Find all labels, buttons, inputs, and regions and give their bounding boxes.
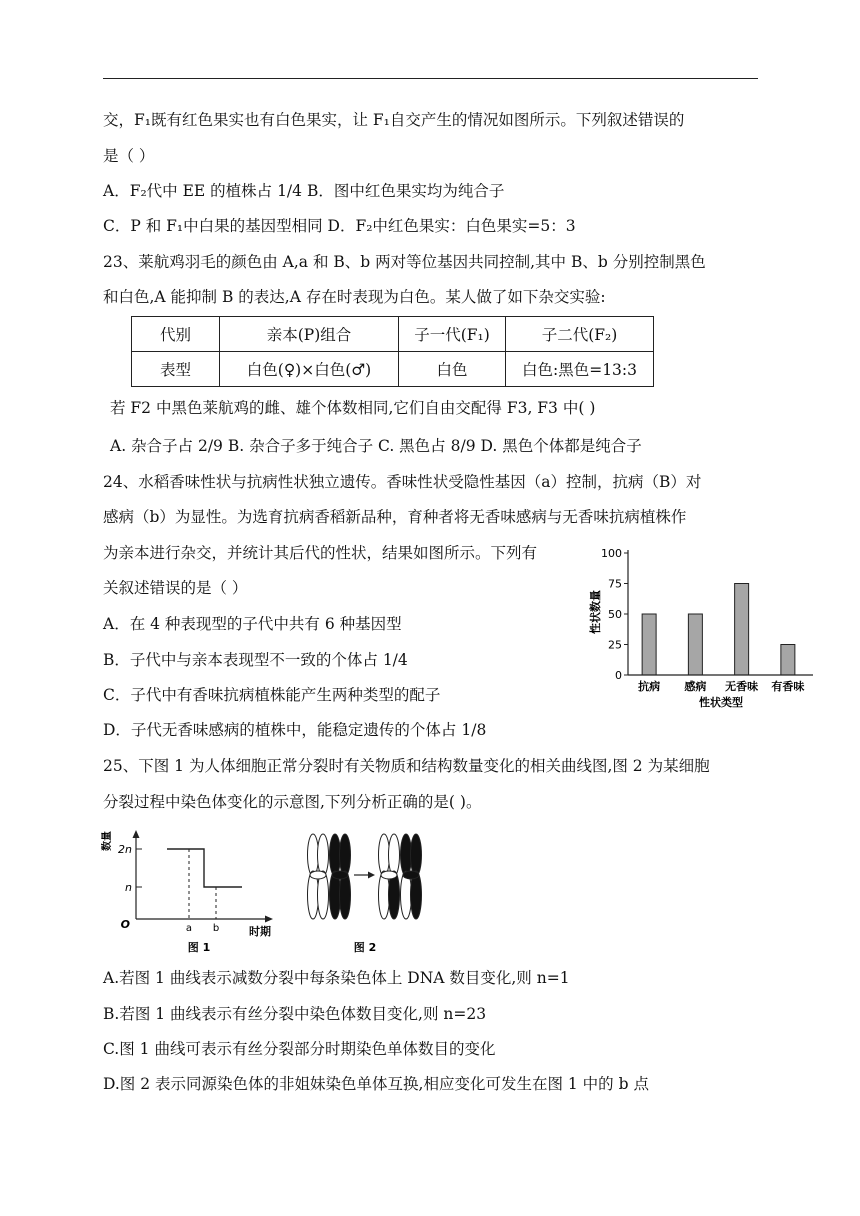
bar [688,614,702,675]
q22-options-ab: A．F₂代中 EE 的植株占 1/4 B．图中红色果实均为纯合子 [103,182,505,200]
q24-option-a: A．在 4 种表现型的子代中共有 6 种基因型 [103,615,402,633]
x-category-label: 抗病 [638,680,661,693]
q24-stem-line4: 关叙述错误的是（ ） [103,579,248,597]
table-row [132,352,654,387]
table-cell: 表型 [132,352,220,387]
y-tick-label: 25 [608,638,622,652]
q23-question: 若 F2 中黑色莱航鸡的雌、雄个体数相同,它们自由交配得 F3, F3 中( ) [110,399,596,417]
table-cell: 白色(♀)×白色(♂) [220,352,399,387]
fig2-caption: 图 2 [353,941,377,954]
fig1-ylabel: 数量 [102,831,113,851]
table-cell: 代别 [132,317,220,352]
q24-stem-line1: 24、水稻香味性状与抗病性状独立遗传。香味性状受隐性基因（a）控制，抗病（B）对 [103,473,702,491]
x-category-label: 感病 [684,680,707,693]
bar [781,645,795,676]
chart-xlabel: 性状类型 [699,696,743,709]
fig1-y2n: 2n [118,843,132,856]
fig1-origin: O [120,918,130,931]
bar [642,614,656,675]
q23-stem-line1: 23、莱航鸡羽毛的颜色由 A,a 和 B、b 两对等位基因共同控制,其中 B、b 分别控制黑色 [103,253,706,271]
y-tick-label: 0 [615,669,622,682]
table-cell: 子二代(F₂) [506,317,654,352]
chart-ylabel: 性状数量 [589,590,602,634]
q25-stem-line2: 分裂过程中染色体变化的示意图,下列分析正确的是( )。 [103,793,482,811]
y-tick-label: 75 [608,577,622,591]
q25-option-d: D.图 2 表示同源染色体的非姐妹染色单体互换,相应变化可发生在图 1 中的 b 点 [103,1075,649,1093]
bar [735,584,749,676]
q24-bar-chart [585,540,815,715]
q24-option-c: C．子代中有香味抗病植株能产生两种类型的配子 [103,686,441,704]
table-cell: 白色 [399,352,506,387]
q25-figure2 [300,828,435,960]
y-tick-label: 100 [601,547,622,560]
table-row [132,317,654,352]
q24-option-b: B．子代中与亲本表现型不一致的个体占 1/4 [103,651,408,669]
fig1-b: b [212,923,220,934]
fig1-a: a [185,923,193,934]
q22-text-line1: 交，F₁既有红色果实也有白色果实，让 F₁自交产生的情况如图所示。下列叙述错误的 [103,111,685,129]
q25-option-a: A.若图 1 曲线表示减数分裂中每条染色体上 DNA 数目变化,则 n=1 [103,969,570,987]
q22-options-cd: C．P 和 F₁中白果的基因型相同 D．F₂中红色果实：白色果实=5：3 [103,217,576,235]
q25-option-b: B.若图 1 曲线表示有丝分裂中染色体数目变化,则 n=23 [103,1005,487,1023]
q25-option-c: C.图 1 曲线可表示有丝分裂部分时期染色单体数目的变化 [103,1040,496,1058]
q24-option-d: D．子代无香味感病的植株中，能稳定遗传的个体占 1/8 [103,721,487,739]
table-cell: 子一代(F₁) [399,317,506,352]
header-rule [103,78,758,79]
y-tick-label: 50 [608,608,622,621]
table-cell: 白色:黑色=13:3 [506,352,654,387]
table-cell: 亲本(P)组合 [220,317,399,352]
q23-cross-table [131,316,654,387]
q25-figure1 [100,825,285,960]
x-category-label: 有香味 [771,680,805,693]
fig1-xlabel: 时期 [249,925,271,938]
q23-options: A. 杂合子占 2/9 B. 杂合子多于纯合子 C. 黑色占 8/9 D. 黑色个体都是纯合子 [110,437,642,455]
fig1-yn: n [125,881,132,894]
q23-stem-line2: 和白色,A 能抑制 B 的表达,A 存在时表现为白色。某人做了如下杂交实验: [103,288,606,306]
q24-stem-line3: 为亲本进行杂交，并统计其后代的性状，结果如图所示。下列有 [103,544,538,562]
q25-stem-line1: 25、下图 1 为人体细胞正常分裂时有关物质和结构数量变化的相关曲线图,图 2 为某细胞 [103,757,710,775]
q22-text-line2: 是（ ） [103,147,155,165]
fig1-caption: 图 1 [187,941,211,954]
q24-stem-line2: 感病（b）为显性。为选育抗病香稻新品种，育种者将无香味感病与无香味抗病植株作 [103,508,687,526]
x-category-label: 无香味 [725,680,759,693]
